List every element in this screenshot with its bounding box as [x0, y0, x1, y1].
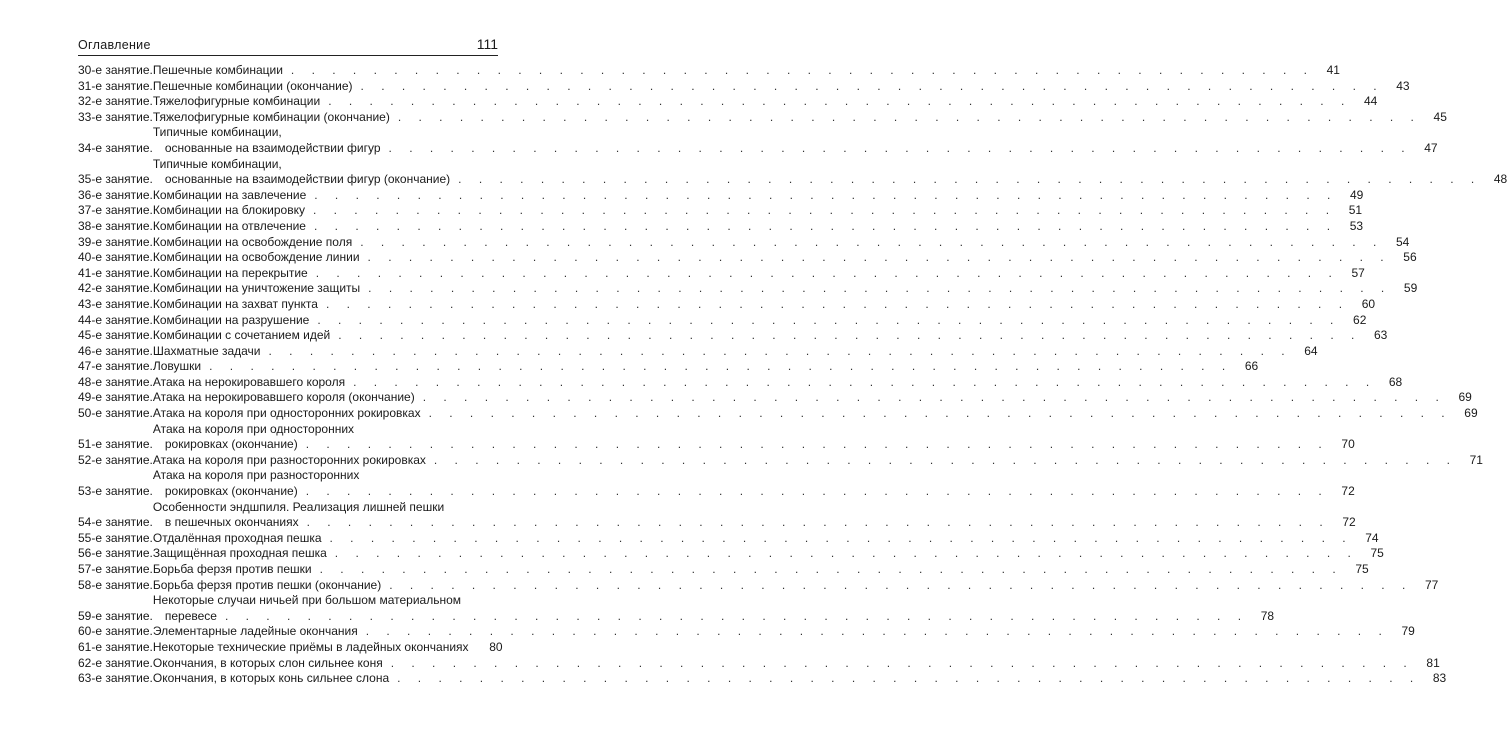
- dot-leader: . . . . . . . . . . . . . . . . . . . . . . . . . . . . . . . . . . . . . . . . . . . . . . . . . .: [353, 374, 1377, 389]
- toc-entry-title: Особенности эндшпиля. Реализация лишней пешки: [152, 499, 445, 514]
- toc-entry-page: 54: [1395, 234, 1410, 249]
- toc-entry-page: 43: [1396, 78, 1410, 93]
- toc-entry-title: Шахматные задачи: [152, 343, 261, 358]
- toc-entry-title: Пешечные комбинации (окончание): [152, 78, 353, 93]
- toc-entry-title: Атака на короля при односторонних рокировках: [152, 406, 421, 421]
- dot-leader: . . . . . . . . . . . . . . . . . . . . . . . . . . . . . . . . . . . . . . . . . . . . . . . . . .: [329, 530, 1353, 545]
- toc-entry-label: 55-е занятие.: [78, 530, 153, 545]
- toc-entry-page: 66: [1244, 359, 1259, 374]
- toc-entry-title: Атака на короля при односторонних: [152, 421, 355, 436]
- dot-leader: . . . . . . . . . . . . . . . . . . . . . . . . . . . . . . . . . . . . . . . . . . . . . . . . . .: [365, 624, 1389, 639]
- dot-leader: . . . . . . . . . . . . . . . . . . . . . . . . . . . . . . . . . . . . . . . . . . . . . . . . . .: [388, 140, 1412, 155]
- toc-entry-label: 49-е занятие.: [78, 390, 153, 405]
- toc-entry: [78, 655, 1440, 672]
- dot-leader: . . . . . . . . . . . . . . . . . . . . . . . . . . . . . . . . . . . . . . . . . . . . . . . . . .: [422, 390, 1446, 405]
- toc-entry-label: 43-е занятие.: [78, 296, 153, 311]
- toc-entry: [78, 250, 1417, 266]
- toc-entry-label: 42-е занятие.: [78, 281, 153, 296]
- toc-entry-label: 56-е занятие.: [78, 546, 153, 561]
- toc-entry: [78, 593, 1275, 624]
- toc-entry-title: Комбинации на освобождение поля: [152, 234, 353, 249]
- toc-entry: [78, 546, 1384, 562]
- toc-entry: [78, 296, 1376, 313]
- toc-entry: [78, 63, 1340, 79]
- toc-entry-page: 48: [1493, 172, 1507, 187]
- toc-entry: [78, 218, 1364, 235]
- dot-leader: . . . . . . . . . . . . . . . . . . . . . . . . . . . . . . . . . . . . . . . . . . . . . . . . . .: [360, 78, 1384, 93]
- toc-entry-label: 36-е занятие.: [78, 187, 153, 202]
- toc-entry-title: Борьба ферзя против пешки (окончание): [152, 577, 382, 592]
- toc-entry-title: Комбинации на захват пункта: [152, 296, 318, 311]
- toc-entry: [78, 499, 1356, 531]
- toc-entry-label: 32-е занятие.: [78, 94, 153, 109]
- toc-entry: [78, 374, 1403, 391]
- toc-entry-page: 83: [1432, 671, 1447, 686]
- toc-entry-label: 41-е занятие.: [78, 265, 153, 280]
- toc-entry-label: 48-е занятие.: [78, 374, 153, 389]
- toc-entry-title: Окончания, в которых конь сильнее слона: [152, 671, 390, 686]
- dot-leader: . . . . . . . . . . . . . . . . . . . . . . . . . . . . . . . . . . . . . . . . . . . . . . . . . .: [367, 250, 1391, 265]
- toc-entry-page: 78: [1260, 608, 1275, 623]
- toc-entry-title: Некоторые технические приёмы в ладейных окончаниях: [152, 639, 469, 654]
- dot-leader: . . . . . . . . . . . . . . . . . . . . . . . . . . . . . . . . . . . . . . . . . . . . . . . . . .: [209, 359, 1233, 374]
- toc-entry-page: 74: [1365, 530, 1379, 545]
- toc-entry: [78, 328, 1388, 344]
- toc-entry: [78, 421, 1355, 453]
- dot-leader: . . . . . . . . . . . . . . . . . . . . . . . . . . . . . . . . . . . . . . . . . . . . . . . . . .: [389, 577, 1413, 592]
- toc-entry-page: 75: [1370, 546, 1384, 561]
- toc-entry-label: 61-е занятие.: [78, 639, 153, 654]
- toc-entry: [78, 265, 1365, 282]
- toc-entry-page: 51: [1348, 203, 1363, 218]
- toc-entry-title: Тяжелофигурные комбинации (окончание): [152, 109, 390, 124]
- toc-entry-title: Элементарные ладейные окончания: [152, 624, 358, 639]
- dot-leader: . . . . . . . . . . . . . . . . . . . . . . . . . . . . . . . . . . . . . . . . . . . . . . . . . .: [338, 328, 1362, 343]
- toc-entry: [78, 577, 1439, 594]
- toc-entry-label: 40-е занятие.: [78, 250, 153, 265]
- header-title: Оглавление: [78, 38, 151, 52]
- toc-entry: [78, 187, 1364, 204]
- toc-entry-title: Атака на нерокировавшего короля (окончание): [152, 390, 415, 405]
- toc-entry: [78, 452, 1483, 469]
- dot-leader: . . . . . . . . . . . . . . . . . . . . . . . . . . . . . . . . . . . . . . . . . . . . . . . . . .: [325, 296, 1350, 311]
- toc-entry-label: 37-е занятие.: [78, 203, 153, 218]
- toc-entry-page: 59: [1403, 281, 1418, 296]
- dot-leader: . . . . . . . . . . . . . . . . . . . . . . . . . . . . . . . . . . . . . . . . . . . . . . . . . .: [224, 608, 1249, 623]
- toc-entry: [78, 281, 1418, 297]
- toc-entry-page: 69: [1458, 390, 1472, 405]
- toc-entry-page: 47: [1424, 140, 1438, 155]
- dot-leader: . . . . . . . . . . . . . . . . . . . . . . . . . . . . . . . . . . . . . . . . . . . . . . . . . .: [317, 312, 1341, 327]
- toc-entry-title: Комбинации на освобождение линии: [152, 250, 360, 265]
- toc-entry-page: 81: [1426, 655, 1440, 670]
- toc-entry-title: основанные на взаимодействии фигур: [164, 140, 381, 155]
- toc-entry: [78, 671, 1447, 687]
- toc-entry-page: 44: [1363, 94, 1378, 109]
- dot-leader: . . . . . . . . . . . . . . . . . . . . . . . . . . . . . . . . . . . . . . . . . . . . . . . . . .: [390, 655, 1414, 670]
- toc-entry-label: 44-е занятие.: [78, 312, 153, 327]
- toc-entry: [78, 562, 1369, 578]
- toc-entry-label: 33-е занятие.: [78, 109, 153, 124]
- toc-entry-label: 46-е занятие.: [78, 343, 153, 358]
- toc-entry-page: 53: [1349, 218, 1364, 233]
- toc-entry-title: Комбинации с сочетанием идей: [152, 328, 331, 343]
- toc-entry: [78, 359, 1259, 375]
- toc-entry-label: 47-е занятие.: [78, 359, 153, 374]
- dot-leader: . . . . . . . . . . . . . . . . . . . . . . . . . . . . . . . . . . . . . . . . . . . . . . . . . .: [458, 172, 1482, 187]
- dot-leader: . . . . . . . . . . . . . . . . . . . . . . . . . . . . . . . . . . . . . . . . . . . . . . . . . .: [315, 265, 1339, 280]
- toc-entry: [78, 624, 1415, 640]
- toc-entry-title: Борьба ферзя против пешки: [152, 562, 312, 576]
- toc-entry-label: 51-е занятие.: [78, 437, 153, 452]
- toc-entry-page: 68: [1388, 374, 1403, 389]
- toc-entry-title: Некоторые случаи ничьей при большом материальном: [152, 593, 462, 608]
- toc-entry: [78, 234, 1410, 251]
- toc-entry: [78, 343, 1318, 360]
- toc-entry-title: Защищённая проходная пешка: [152, 546, 327, 561]
- toc-entry-title: Окончания, в которых слон сильнее коня: [152, 655, 383, 670]
- toc-entry-title: Тяжелофигурные комбинации: [152, 94, 321, 109]
- dot-leader: . . . . . . . . . . . . . . . . . . . . . . . . . . . . . . . . . . . . . . . . . . . . . . . . . .: [433, 452, 1457, 467]
- dot-leader: . . . . . . . . . . . . . . . . . . . . . . . . . . . . . . . . . . . . . . . . . . . . . . . . . .: [360, 234, 1384, 249]
- toc-entry-page: 77: [1424, 577, 1439, 592]
- dot-leader: . . . . . . . . . . . . . . . . . . . . . . . . . . . . . . . . . . . . . . . . . . . . . . . . . .: [290, 63, 1314, 77]
- dot-leader: . . . . . . . . . . . . . . . . . . . . . . . . . . . . . . . . . . . . . . . . . . . . . . . . . .: [305, 437, 1329, 452]
- toc-entry-label: 63-е занятие.: [78, 671, 153, 686]
- toc-entry-title: Комбинации на завлечение: [152, 187, 307, 202]
- toc-entry-label: 34-е занятие.: [78, 140, 153, 155]
- running-header: [78, 35, 498, 56]
- toc-entry: [78, 312, 1367, 329]
- toc-entry-page: 57: [1351, 265, 1365, 280]
- toc-entry: [78, 203, 1363, 219]
- toc-entry-title: Атака на нерокировавшего короля: [152, 374, 346, 389]
- dot-leader: . . . . . . . . . . . . . . . . . . . . . . . . . . . . . . . . . . . . . . . . . . . . . . . . . .: [319, 562, 1343, 576]
- dot-leader: . . . . . . . . . . . . . . . . . . . . . . . . . . . . . . . . . . . . . . . . . . . . . . . . . .: [305, 484, 1329, 499]
- toc-entry: [78, 406, 1478, 422]
- toc-entry-label: 52-е занятие.: [78, 452, 153, 467]
- toc-entry-title: Пешечные комбинации: [152, 63, 283, 77]
- toc-entry-title: Типичные комбинации,: [152, 125, 282, 140]
- toc-entry-title: Комбинации на перекрытие: [152, 265, 308, 280]
- toc-entry-label: 50-е занятие.: [78, 406, 153, 421]
- toc-entry-page: 72: [1342, 515, 1356, 530]
- dot-leader: . . . . . . . . . . . . . . . . . . . . . . . . . . . . . . . . . . . . . . . . . . . . . . . . . .: [313, 218, 1338, 233]
- toc-entry-title: Отдалённая проходная пешка: [152, 530, 322, 545]
- toc-entry: [78, 78, 1410, 95]
- toc-entry-title: Комбинации на отвлечение: [152, 218, 306, 233]
- toc-entry-page: 80: [489, 639, 503, 654]
- toc-entry-page: 56: [1403, 250, 1417, 265]
- toc-entry-label: 53-е занятие.: [78, 484, 153, 499]
- toc-entry-label: 54-е занятие.: [78, 515, 153, 530]
- dot-leader: . . . . . . . . . . . . . . . . . . . . . . . . . . . . . . . . . . . . . . . . . . . . . . . . . .: [314, 187, 1338, 202]
- toc-entry: [78, 390, 1472, 406]
- toc-entry-label: 60-е занятие.: [78, 624, 153, 639]
- toc-entry-label: 38-е занятие.: [78, 218, 153, 233]
- dot-leader: . . . . . . . . . . . . . . . . . . . . . . . . . . . . . . . . . . . . . . . . . . . . . . . . . .: [428, 406, 1452, 421]
- table-of-contents: [78, 63, 1507, 687]
- toc-entry: [78, 94, 1378, 110]
- dot-leader: . . . . . . . . . . . . . . . . . . . . . . . . . . . . . . . . . . . . . . . . . . . . . . . . . .: [328, 94, 1352, 109]
- toc-entry-title: Типичные комбинации,: [152, 156, 282, 171]
- toc-entry-title: Комбинации на разрушение: [152, 312, 310, 327]
- dot-leader: . . . . . . . . . . . . . . . . . . . . . . . . . . . . . . . . . . . . . . . . . . . . . . . . . .: [306, 515, 1330, 530]
- toc-entry-label: 31-е занятие.: [78, 78, 153, 93]
- toc-entry-page: 72: [1341, 484, 1355, 499]
- toc-entry: [78, 468, 1355, 499]
- toc-entry-label: 58-е занятие.: [78, 577, 153, 592]
- toc-entry-page: 63: [1373, 328, 1388, 343]
- toc-entry-page: 71: [1469, 452, 1483, 467]
- toc-entry-title: в пешечных окончаниях: [164, 515, 299, 530]
- toc-entry-label: 57-е занятие.: [78, 562, 153, 576]
- toc-entry-page: 64: [1304, 343, 1318, 358]
- toc-entry-title: Ловушки: [152, 359, 202, 374]
- toc-entry-title: Комбинации на уничтожение защиты: [152, 281, 361, 296]
- toc-entry-label: 39-е занятие.: [78, 234, 153, 249]
- toc-entry-title: перевесе: [164, 608, 217, 623]
- dot-leader: . . . . . . . . . . . . . . . . . . . . . . . . . . . . . . . . . . . . . . . . . . . . . . . . . .: [312, 203, 1337, 218]
- dot-leader: . . . . . . . . . . . . . . . . . . . . . . . . . . . . . . . . . . . . . . . . . . . . . . . . . .: [368, 281, 1392, 296]
- toc-entry: [78, 530, 1379, 547]
- toc-entry-label: 45-е занятие.: [78, 328, 153, 343]
- toc-entry-page: 79: [1401, 624, 1415, 639]
- toc-entry: [78, 125, 1438, 156]
- toc-entry-title: Атака на короля при разносторонних: [152, 468, 360, 483]
- header-page-number: 111: [476, 36, 498, 52]
- toc-entry-title: Атака на короля при разносторонних рокировках: [152, 452, 426, 467]
- dot-leader: . . . . . . . . . . . . . . . . . . . . . . . . . . . . . . . . . . . . . . . . . . . . . . . . . .: [334, 546, 1358, 561]
- toc-entry-label: 30-е занятие.: [78, 63, 153, 77]
- dot-leader: . . . . . . . . . . . . . . . . . . . . . . . . . . . . . . . . . . . . . . . . . . . . . . . . . .: [397, 109, 1421, 124]
- toc-entry-page: 60: [1361, 296, 1376, 311]
- toc-entry-page: 49: [1349, 187, 1364, 202]
- toc-entry-title: рокировках (окончание): [164, 484, 298, 499]
- toc-entry-page: 69: [1464, 406, 1478, 421]
- toc-entry-page: 62: [1353, 312, 1367, 327]
- toc-entry-label: 62-е занятие.: [78, 655, 153, 670]
- toc-entry-page: 45: [1433, 109, 1447, 124]
- toc-entry-page: 70: [1341, 437, 1355, 452]
- toc-entry: [78, 109, 1447, 126]
- toc-entry-page: 75: [1355, 562, 1369, 576]
- toc-entry-title: основанные на взаимодействии фигур (окончание): [164, 172, 451, 187]
- toc-entry-page: 41: [1326, 63, 1340, 77]
- toc-entry-label: 59-е занятие.: [78, 608, 153, 623]
- dot-leader: . . . . . . . . . . . . . . . . . . . . . . . . . . . . . . . . . . . . . . . . . . . . . . . . . .: [268, 343, 1292, 358]
- toc-entry-title: Комбинации на блокировку: [152, 203, 305, 218]
- toc-entry: [78, 156, 1507, 188]
- toc-entry-label: 35-е занятие.: [78, 172, 153, 187]
- toc-entry-title: рокировках (окончание): [164, 437, 298, 452]
- toc-entry: [78, 639, 503, 656]
- dot-leader: . . . . . . . . . . . . . . . . . . . . . . . . . . . . . . . . . . . . . . . . . . . . . . . . . .: [397, 671, 1421, 686]
